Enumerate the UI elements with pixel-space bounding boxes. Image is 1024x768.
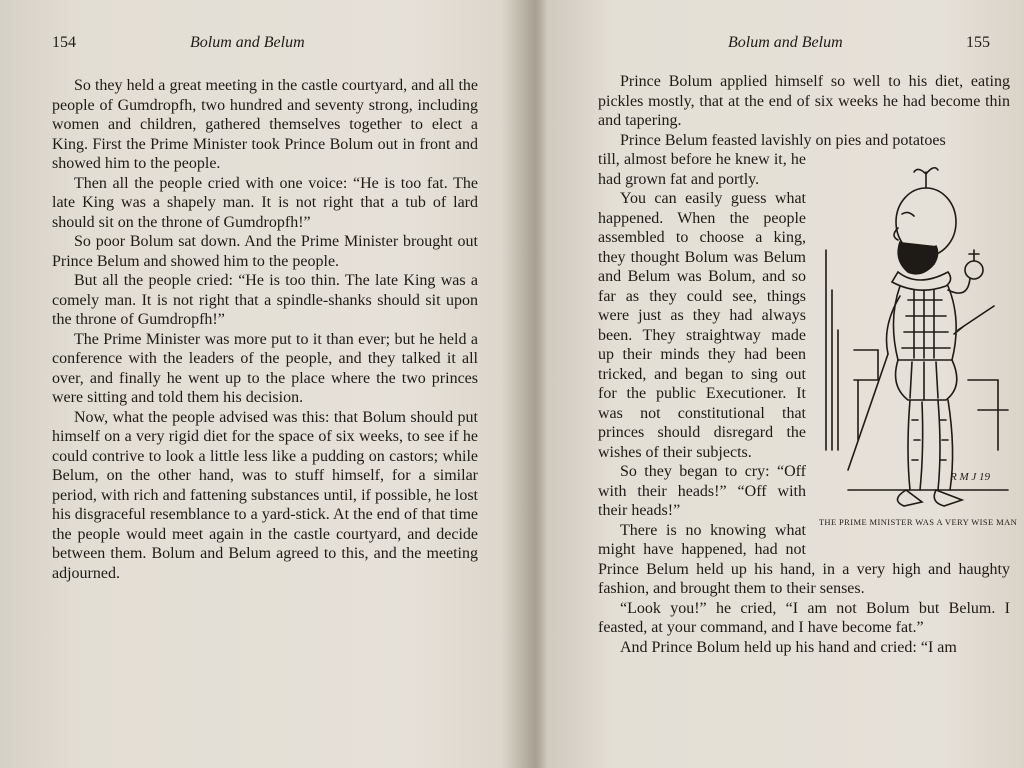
left-page-text [52,76,478,583]
paragraph: But all the people cried: “He is too thin. The late King was a comely man. It is not right that a spindle-shanks should sit upon the throne of Gumdropfh!” [52,272,478,328]
illustration-caption: THE PRIME MINISTER WAS A VERY WISE MAN [818,517,1018,527]
running-title-right: Bolum and Belum [728,34,843,51]
page-number-left: 154 [52,34,76,51]
illustration [818,150,1018,555]
illustration-signature: R M J 19 [950,471,991,483]
paragraph: There is no knowing what might have happened, had not Prince Belum held up his hand, in a very high and haughty fashion, and brought them to their senses. [598,521,1010,597]
paragraph: Then all the people cried with one voice: “He is too fat. The late King was a shapely man. It is not right that a tub of lard should sit on the throne of Gumdropfh!” [52,174,478,231]
paragraph: Now, what the people advised was this: that Bolum should put himself on a very rigid diet for the space of six weeks, to see if he could contrive to look a little less like a pudding on castors; while Belum, on the other hand, was to stuff himself, for a similar period, with rich and fattening substances until, if possible, he lost his disgraceful resemblance to a yard-stick. At the end of that time the people would meet again in the castle courtyard, and decide between them. Bolum and Belum agreed to this, and the meeting adjourned. [52,408,478,582]
paragraph: So they held a great meeting in the castle courtyard, and all the people of Gumdropfh, two hundred and seventy strong, including women and children, gathered themselves together to elect a King. First the Prime Minister took Prince Bolum out in front and showed him to the people. [52,77,478,172]
right-page [540,0,1024,768]
running-title-left: Bolum and Belum [190,34,305,51]
paragraph: So poor Bolum sat down. And the Prime Minister brought out Prince Belum and showed him to the people. [52,233,478,270]
paragraph: You can easily guess what happened. When the people assembled to choose a king, they thought Bolum was Belum and Belum was Bolum, and so far as they could see, things were just as they had always been. They straightway made up their minds they had been tricked, and began to sing out for the public Executioner. It was not constitutional that princes should disregard the wishes of their subjects. [598,190,806,461]
page-number-right: 155 [966,34,990,51]
paragraph: till, almost before he knew it, he had grown fat and portly. [598,151,806,188]
paragraph: So they began to cry: “Off with their heads!” “Off with their heads!” [598,463,806,519]
paragraph: Prince Bolum applied himself so well to his diet, eating pickles mostly, that at the end of six weeks he had become thin and tapering. [598,73,1010,129]
paragraph: And Prince Bolum held up his hand and cried: “I am [620,638,957,656]
right-page-text [598,72,1018,657]
paragraph: Prince Belum feasted lavishly on pies and potatoes [620,131,946,149]
prime-minister-illustration [818,150,1018,516]
paragraph: “Look you!” he cried, “I am not Bolum but Belum. I feasted, at your command, and I have become fat.” [598,599,1010,636]
paragraph: The Prime Minister was more put to it than ever; but he held a conference with the leaders of the people, and they talked it all over, and finally he went up to the place where the two princes were sitting and told them his decision. [52,330,478,406]
